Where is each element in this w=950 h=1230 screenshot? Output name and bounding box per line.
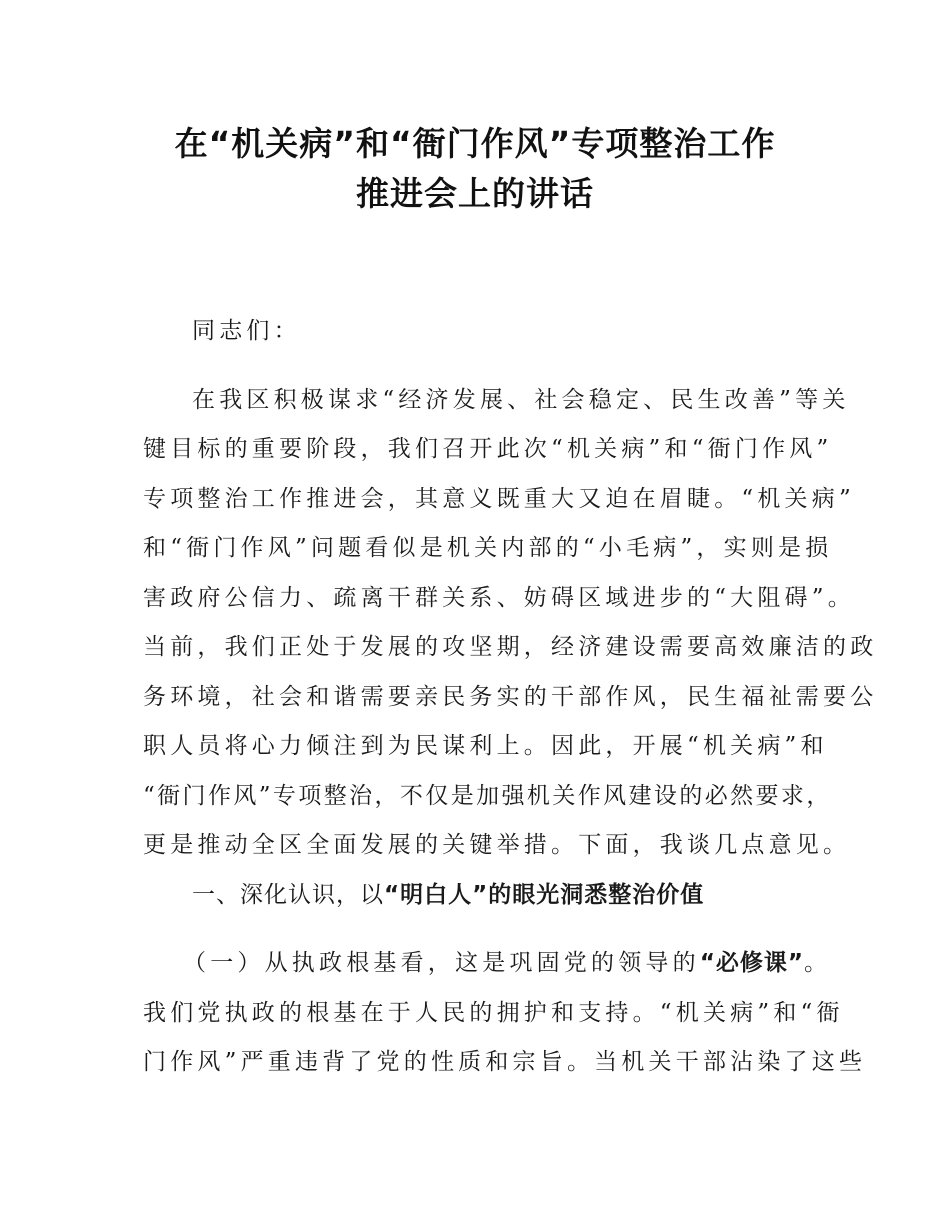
paragraph-line: 门作风”严重违背了党的性质和宗旨。当机关干部沾染了这些 [143, 1049, 867, 1075]
paragraph-line: 我们党执政的根基在于人民的拥护和支持。“机关病”和“衙 [143, 999, 844, 1026]
paragraph-line: 和“衙门作风”问题看似是机关内部的“小毛病”，实则是损 [143, 535, 833, 561]
paragraph-line: 职人员将心力倾注到为民谋利上。因此，开展“机关病”和 [143, 733, 828, 759]
subsection-heading-prefix: （一）从执政根基看，这是巩固党的领导的 [183, 950, 700, 976]
paragraph-line: 更是推动全区全面发展的关键举措。下面，我谈几点意见。 [143, 832, 851, 858]
paragraph-line: 键目标的重要阶段，我们召开此次“机关病”和“衙门作风” [143, 436, 833, 462]
paragraph-line: 当前，我们正处于发展的攻坚期，经济建设需要高效廉洁的政 [143, 634, 878, 660]
subsection-paragraph-1 [143, 939, 867, 1088]
section-heading-bold: “明白人”的眼光洞悉整治价值 [384, 881, 705, 908]
paragraph-line: “衙门作风”专项整治，不仅是加强机关作风建设的必然要求， [143, 782, 832, 809]
paragraph-line: 务环境，社会和谐需要亲民务实的干部作风，民生福祉需要公 [143, 683, 878, 710]
subsection-heading-1 [143, 939, 832, 989]
subsection-heading-suffix: 。 [804, 950, 832, 976]
paragraph-line: 在我区积极谋求“经济发展、社会稳定、民生改善”等关 [192, 386, 850, 413]
paragraph-line: 害政府公信力、疏离干群关系、妨碍区域进步的“大阻碍”。 [143, 584, 855, 611]
section-heading-prefix: 一、深化认识，以 [192, 881, 384, 908]
intro-paragraph [143, 376, 878, 871]
document-title-line-1: 在“机关病”和“衙门作风”专项整治工作 [174, 124, 776, 163]
greeting: 同志们： [192, 318, 301, 344]
subsection-heading-bold: “必修课” [699, 950, 805, 976]
document-body [143, 307, 878, 1088]
paragraph-line: 专项整治工作推进会，其意义既重大又迫在眉睫。“机关病” [143, 485, 855, 512]
document-title-line-2: 推进会上的讲话 [356, 174, 594, 213]
section-heading-1 [143, 871, 827, 921]
